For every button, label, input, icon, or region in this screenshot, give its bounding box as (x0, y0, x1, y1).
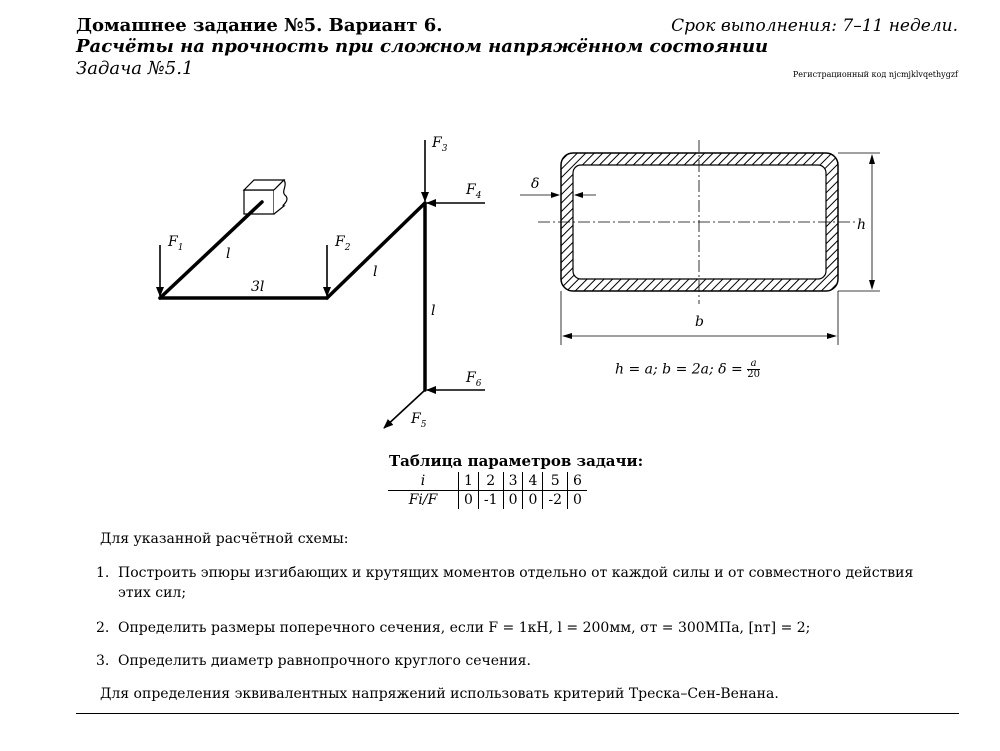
table-row-indices (388, 472, 587, 491)
table-cell: 0 (459, 491, 479, 510)
bottom-rule (76, 713, 959, 714)
frame-members (160, 202, 425, 390)
table-row-values (388, 491, 587, 510)
label-h: h (857, 217, 867, 233)
label-length-l2: l (373, 264, 378, 280)
list-item-text: Построить эпюры изгибающих и крутящих моментов отдельно от каждой силы и от совместного действия (118, 565, 914, 581)
fraction-denominator: 20 (747, 369, 760, 380)
list-item (96, 652, 531, 671)
label-length-3l: 3l (251, 279, 265, 295)
formula-fraction (747, 359, 760, 380)
table-cell: 3 (503, 472, 523, 491)
list-item-text: Определить размеры поперечного сечения, если F = 1кН, l = 200мм, σт = 300МПа, [nт] = 2; (118, 620, 811, 636)
label-b: b (695, 314, 704, 330)
list-item-number: 1. (96, 565, 110, 581)
list-item (96, 564, 913, 583)
label-F6: $F_6$ (466, 370, 482, 389)
formula-main: h = a; b = 2a; δ = (615, 361, 748, 378)
wall-support (244, 180, 287, 214)
table-cell: 0 (503, 491, 523, 510)
registration-code: Регистрационный код njcmjklvqethygzf (792, 70, 958, 79)
table-cell: 0 (568, 491, 587, 510)
title-line2: Расчёты на прочность при сложном напряжённом состоянии (76, 36, 769, 57)
section-formula (615, 359, 760, 380)
table-caption: Таблица параметров задачи: (389, 452, 644, 470)
list-item-number: 3. (96, 653, 110, 669)
label-F4: $F_4$ (466, 182, 482, 201)
task-number: Задача №5.1 (76, 58, 194, 79)
title-line1: Домашнее задание №5. Вариант 6. (76, 15, 443, 36)
table-cell: -1 (478, 491, 503, 510)
intro-text: Для указанной расчётной схемы: (100, 531, 349, 547)
table-cell: 4 (523, 472, 543, 491)
label-F1: $F_1$ (168, 234, 184, 253)
table-head-fi: Fi/F (408, 492, 438, 508)
fraction-numerator: a (747, 359, 760, 370)
table-cell: 6 (568, 472, 587, 491)
table-cell: 2 (478, 472, 503, 491)
label-F5: $F_5$ (411, 411, 427, 430)
label-length-l1: l (226, 246, 231, 262)
list-item-text: Определить диаметр равнопрочного круглого сечения. (118, 653, 531, 669)
params-table-wrap (388, 472, 587, 509)
force-arrows (160, 140, 485, 428)
params-table (388, 472, 587, 509)
table-cell: 1 (459, 472, 479, 491)
table-head-i: i (388, 472, 459, 491)
table-cell: 0 (523, 491, 543, 510)
list-item (96, 619, 810, 638)
list-item-continuation: этих сил; (118, 585, 187, 601)
table-cell: -2 (543, 491, 568, 510)
table-cell: 5 (543, 472, 568, 491)
list-item-number: 2. (96, 620, 110, 636)
label-F2: $F_2$ (335, 234, 351, 253)
footer-note: Для определения эквивалентных напряжений использовать критерий Треска–Сен-Венана. (100, 686, 779, 702)
label-length-l3: l (431, 303, 436, 319)
label-F3: $F_3$ (432, 135, 448, 154)
label-delta: δ (531, 176, 540, 192)
deadline: Срок выполнения: 7–11 недели. (671, 16, 958, 36)
